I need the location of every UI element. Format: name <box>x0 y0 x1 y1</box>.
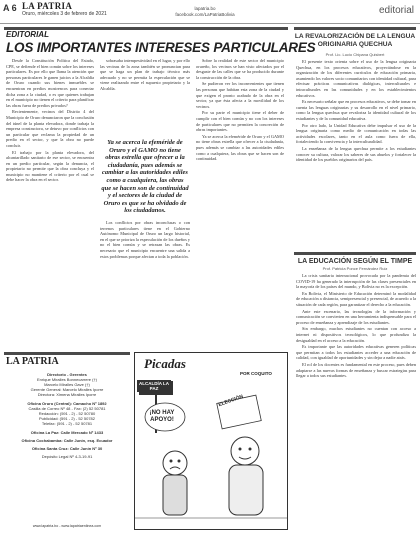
staff-line: Directora: Ximena Miralles Iporre <box>37 392 97 397</box>
staff-line: Depósito Legal Nº 4-3-19-91 <box>41 454 93 459</box>
speech-bubble: ¡NO HAY APOYO! <box>149 410 175 423</box>
staff-line: Oficina Oruro (Central): Camacho Nº 1892 <box>27 401 107 406</box>
article-body <box>296 59 416 249</box>
paragraph: El trabajo por la planta elevadora, del alcantarillado sanitario de ese sector, se encuentra en un predio particular, según la denuncia, el propietario no permite que la obra concluya y el municipio no mantiene el criterio por el cual se debe hacer la obra en el sector. <box>6 149 94 183</box>
cartoon-panel <box>134 352 288 530</box>
social-link[interactable]: facebook.com/LaPatriaBolivia <box>175 12 235 17</box>
paragraph: Ya se acerca la efeméride de Oruro y el GAMO no tiene obras estrella que ofrecer a la ciudadanía, pues además se cambiar a las autoridades ediles como a cualquiera, las obras que se hacen son de continuidad. <box>196 133 284 162</box>
paragraph: Los conflictos por obras inconclusas o con terrenos particulares tiene en el Gobierno Autónomo Municipal de Oruro un largo historial, en el que se prioriza la especulación de los dueños y no el bien común y se retrasan las obras. Es necesario que el municipio encuentre una salida a estos problemas porque afectan a toda la población. <box>100 220 190 259</box>
paragraph: Ante este escenario, las tecnologías de la información y comunicación se convierten en una herramienta indispensable para el proceso de enseñanza y aprendizaje de los estudiantes. <box>296 308 416 325</box>
staff-line: Enrique Miralles Bonnecarrere (†) <box>36 377 98 382</box>
page-number: A 6 <box>3 3 17 13</box>
paragraph: Recientemente, vecinos del Distrito 4 del Municipio de Oruro denunciaron que la conclusión del túnel de la planta elevadora, donde trabaja la empresa constructora, se detuvo por conflictos con un particular que reclama la propiedad de un predio en el sector, y que la obra no puede concluir. <box>6 109 94 148</box>
paragraph: Sin embargo, muchos estudiantes no cuentan con acceso a internet ni dispositivos tecnológicos, lo que profundiza la desigualdad en el acceso a la educación. <box>296 326 416 343</box>
paragraph: La crisis sanitaria internacional provocada por la pandemia del COVID-19 ha generado la interrupción de las clases presenciales en la mayoría de los países del mundo, y Bolivia no es la excepción. <box>296 273 416 290</box>
site-link[interactable]: lapatria.bo <box>194 6 216 11</box>
paragraph: sobrasaba intempestividad en el lugar, y por ello las vecinas de la zona también se pronuncian para que se haga un plan de trabajo técnico más adecuado y no se permita la especulación que se viene realizando entre el supuesto propietario y la Alcaldía. <box>100 58 190 91</box>
cartoon-sign: ALCALDÍA LA PAZ <box>138 381 170 391</box>
staff-logo: LA PATRIA <box>6 356 59 367</box>
staff-line: Oficina Santa Cruz: Calle Junín Nº 30 <box>31 446 103 451</box>
article-title: LA REVALORIZACIÓN DE LA LENGUA ORIGINARIA QUECHUA <box>294 33 416 48</box>
editorial-column-3 <box>196 58 284 348</box>
staff-line: Oficina La Paz: Calle Mercado Nº 1433 <box>30 430 104 435</box>
editorial-title: LOS IMPORTANTES INTERESES PARTICULARES <box>6 40 316 55</box>
paragraph: El rol de los docentes es fundamental en este proceso, pues deben adaptarse a las nuevas formas de enseñanza y buscar estrategias para llegar a todos sus estudiantes. <box>296 361 416 379</box>
header-links <box>150 6 260 18</box>
staff-line: Directorio - Gerentes <box>47 372 87 377</box>
editorial-column-2-top <box>100 58 190 136</box>
staff-line: Oficina Cochabamba: Calle Junín, esq. Ecuador <box>21 438 113 443</box>
article-divider <box>294 27 416 30</box>
article-author: Prof. Patricia Ponce Fernández Ruiz <box>322 266 388 271</box>
cartoon-byline: POR COQUITO <box>240 371 272 376</box>
staff-list <box>6 372 128 459</box>
staff-line: Casilla de Correo Nº 48 - Fax: (2) 52 50781 <box>28 406 106 411</box>
staff-line: Telefax: (591 - 2) - 52 50781 <box>41 421 93 426</box>
staff-line: Marcelo Miralles Gave (†) <box>44 382 90 387</box>
paragraph: Sobre la realidad de este sector del municipio orureño, los vecinos se han visto afectados por el desgaste de las calles que se ha producido durante la construcción de la obra. <box>196 58 284 80</box>
paragraph: En Bolivia, el Ministerio de Educación determinó la modalidad de educación a distancia, semipresencial y presencial, de acuerdo a la situación de cada región, para garantizar el derecho a la educación. <box>296 290 416 307</box>
pull-quote: Ya se acerca la efeméride de Oruro y el GAMO no tiene obras estrella que ofrecer a la ciudadanía, pues además se cambiar a las autoridades ediles como a cualquiera, las obras que se hacen son de continuidad y el sectores de la ciudad de Oruro es que se ha olvidado de los ciudadanos. <box>101 139 189 215</box>
article-body <box>296 273 416 531</box>
dateline: Oruro, miércoles 3 de febrero de 2021 <box>22 11 107 17</box>
editorial-label: EDITORIAL <box>6 30 49 39</box>
paragraph: Es importante que las autoridades educativas generen políticas que permitan a todos los estudiantes acceder a una educación de calidad, con igualdad de oportunidades y sin dejar a nadie atrás. <box>296 344 416 361</box>
article-title: LA EDUCACIÓN SEGÚN EL TIMPE <box>294 252 416 265</box>
paragraph: La enseñanza de la lengua quechua permite a los estudiantes conocer su cultura, valorar los saberes de sus abuelos y fortalecer la identidad de los pueblos originarios del país. <box>296 145 416 163</box>
cartoon-title: Picadas <box>144 356 186 371</box>
paragraph: Es necesario señalar que en procesos educativos, se debe tomar en cuenta las lenguas originarias y su desarrollo en el nivel primario, como la lengua quechua que revaloriza la identidad cultural de los estudiantes y de la comunidad educativa. <box>296 99 416 121</box>
staff-line: Redacción: (591 - 2) - 52 50780 <box>38 411 96 416</box>
cartoon-stamp: ELECCIÓN <box>217 393 245 409</box>
editorial-column-2-bottom <box>100 220 190 348</box>
staff-line: Gerente General: Marcelo Miralles Iporre <box>30 387 104 392</box>
article-author: Prof. Lic. Lucio Chipana Quisbert <box>325 52 385 57</box>
paragraph: Por su parte el municipio tiene el deber de cumplir con el bien común y no con los intereses de particulares que no permiten la concreción de obras importantes. <box>196 110 284 133</box>
paragraph: Se pudieron ver los inconvenientes que tienen las personas que habitan esta zona de la ciudad y que exigen el pronto acabado de la obra en el sector, ya que ésta afecta a la movilidad de los vecinos. <box>196 81 284 109</box>
paragraph: Desde la Constitución Política del Estado, CPE, se defiende el bien común sobre los intereses particulares. Es por ello que llama la atención que personas particulares le ganen juicios a la Alcaldía de Oruro cuando sus bienes inmuebles se encuentran en predios mostrencos para conectar dicha zona a la ciudad, o es que quienes trabajan en el municipio no tienen el criterio para planificar las obras fuera de predios privados? <box>6 58 94 108</box>
section-name: editorial <box>378 5 414 16</box>
paragraph: Por otro lado, la Unidad Educativa debe impulsar el uso de la lengua originaria como medio de comunicación en todas las actividades escolares, tanto en el aula como fuera de ella, fortaleciendo la convivencia y la interculturalidad. <box>296 122 416 145</box>
editorial-column-1 <box>6 58 94 348</box>
paragraph: El presente texto orienta sobre el uso de la lengua originaria Quechua, en los procesos educativos, proyectándose en la organización de los diferentes currículos de educación primaria, asumiendo los valores socio comunitarios con identidad cultural, para efectuar prácticas comunicativas dialógicas, interculturales e intraculturales en las comunidades y en los establecimientos educativos. <box>296 59 416 98</box>
newspaper-logo: LA PATRIA <box>22 1 73 11</box>
staff-line: Publicidad: (591 - 2) - 52 50782 <box>38 416 96 421</box>
staff-footer[interactable]: www.lapatria.bo - www.lapatriaenlinea.com <box>32 524 102 528</box>
